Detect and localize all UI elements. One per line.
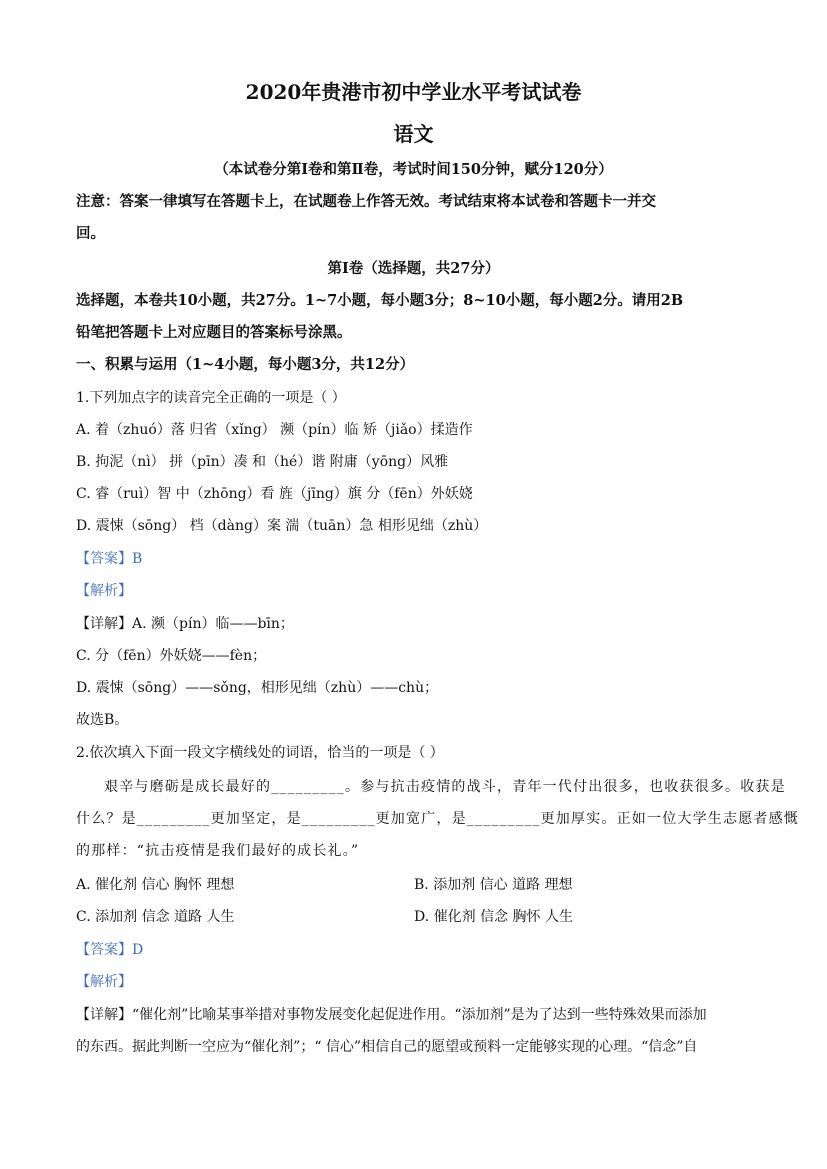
q2-option-d: D. 催化剂 信念 胸怀 人生 [414, 909, 573, 925]
notice-line-1: 注意：答案一律填写在答题卡上，在试题卷上作答无效。考试结束将本试卷和答题卡一并交 [76, 193, 656, 210]
q1-option-a: A. 着（zhuó）落 归省（xǐng） 濒（pín）临 矫（jiǎo）揉造作 [76, 422, 473, 438]
q1-detail-4: 故选B。 [76, 712, 129, 728]
exam-info: （本试卷分第Ⅰ卷和第Ⅱ卷，考试时间150分钟，赋分120分） [214, 161, 613, 178]
page-title: 2020年贵港市初中学业水平考试试卷 [245, 80, 582, 104]
q1-detail-1: 【详解】A. 濒（pín）临——bīn； [76, 616, 294, 632]
q2-option-a: A. 催化剂 信心 胸怀 理想 [76, 877, 235, 893]
part1-intro-2: 铅笔把答题卡上对应题目的答案标号涂黑。 [76, 324, 352, 341]
q2-answer: 【答案】D [76, 942, 144, 958]
q2-detail-1: 【详解】“催化剂”比喻某事举措对事物发展变化起促进作用。“添加剂”是为了达到一些特殊效果而添加 [76, 1007, 707, 1023]
q2-passage-1: 艰辛与磨砺是成长最好的_________。参与抗击疫情的战斗，青年一代付出很多，也收获很多。收获是 [104, 779, 786, 795]
q1-stem: 1.下列加点字的读音完全正确的一项是（ ） [76, 390, 346, 406]
part1-intro-1: 选择题，本卷共10小题，共27分。1~7小题，每小题3分；8~10小题，每小题2分。请用2B [76, 292, 684, 309]
q2-passage-2: 什么？是_________更加坚定，是_________更加宽广，是_________更加厚实。正如一位大学生志愿者感慨 [76, 811, 799, 827]
q2-stem: 2.依次填入下面一段文字横线处的词语，恰当的一项是（ ） [76, 745, 444, 761]
q1-analysis-label: 【解析】 [76, 583, 132, 599]
q2-passage-3: 的那样：“抗击疫情是我们最好的成长礼。” [76, 843, 360, 859]
q2-analysis-label: 【解析】 [76, 974, 132, 990]
part1-heading: 第Ⅰ卷（选择题，共27分） [327, 260, 500, 277]
q1-option-b: B. 拘泥（nì） 拼（pīn）凑 和（hé）谐 附庸（yōng）风雅 [76, 454, 449, 470]
notice-line-2: 回。 [76, 225, 105, 242]
q2-option-c: C. 添加剂 信念 道路 人生 [76, 909, 235, 925]
q1-detail-3: D. 震悚（sōng）——sǒng，相形见绌（zhù）——chù； [76, 680, 439, 696]
q2-option-b: B. 添加剂 信心 道路 理想 [414, 877, 573, 893]
q1-answer: 【答案】B [76, 551, 143, 567]
q1-option-c: C. 睿（ruì）智 中（zhōng）看 旌（jīng）旗 分（fēn）外妖娆 [76, 486, 473, 502]
subject-title: 语文 [393, 122, 434, 146]
q1-detail-2: C. 分（fēn）外妖娆——fèn； [76, 648, 267, 664]
q2-detail-2: 的东西。据此判断一空应为“催化剂”；“ 信心”相信自己的愿望或预料一定能够实现的心理。“信念”自 [76, 1039, 698, 1055]
section-heading: 一、积累与运用（1~4小题，每小题3分，共12分） [76, 356, 415, 373]
q1-option-d: D. 震悚（sōng） 档（dàng）案 湍（tuān）急 相形见绌（zhù） [76, 518, 488, 534]
